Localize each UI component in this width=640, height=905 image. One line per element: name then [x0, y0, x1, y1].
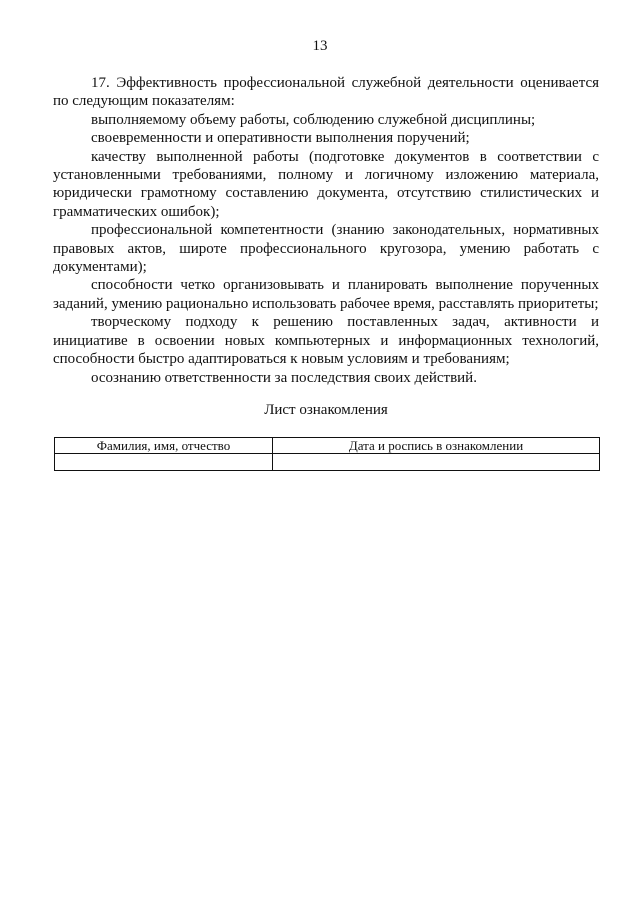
body-text [53, 74, 599, 387]
indicator-workload: выполняемому объему работы, соблюдению служебной дисциплины; [91, 111, 536, 128]
indicator-responsibility: осознанию ответственности за последствия своих действий. [91, 369, 477, 386]
acknowledgement-title: Лист ознакомления [264, 402, 388, 418]
indicator-creativity: творческому подходу к решению поставленных задач, активности и инициативе в освоении новых компьютерных и информационных технологий, способности быстро адаптироваться к новым условиям и требованиям; [53, 314, 599, 368]
indicator-quality: качеству выполненной работы (подготовке документов в соответствии с установленными требованиями, полному и логичному изложению материала, юридически грамотному составлению документа, отсутствию стилистических и грамматических ошибок); [53, 148, 599, 220]
indicator-organization: способности четко организовывать и планировать выполнение порученных заданий, умению рационально использовать рабочее время, расставлять приоритеты; [53, 277, 599, 312]
paragraph-item-17: 17. Эффективность профессиональной служебной деятельности оценивается по следующим показателям: [53, 75, 599, 110]
table-cell-name [55, 454, 273, 471]
table-header-row [55, 438, 600, 454]
column-header-name: Фамилия, имя, отчество [55, 438, 273, 454]
column-header-date-signature: Дата и роспись в ознакомлении [273, 438, 600, 454]
indicator-timeliness: своевременности и оперативности выполнения поручений; [91, 130, 470, 147]
table-row [55, 454, 600, 471]
page-number: 13 [312, 38, 328, 54]
table-cell-date-signature [273, 454, 600, 471]
acknowledgement-table [54, 437, 600, 471]
indicator-competence: профессиональной компетентности (знанию законодательных, нормативных правовых актов, широте профессионального кругозора, умению работать с документами); [53, 222, 599, 276]
